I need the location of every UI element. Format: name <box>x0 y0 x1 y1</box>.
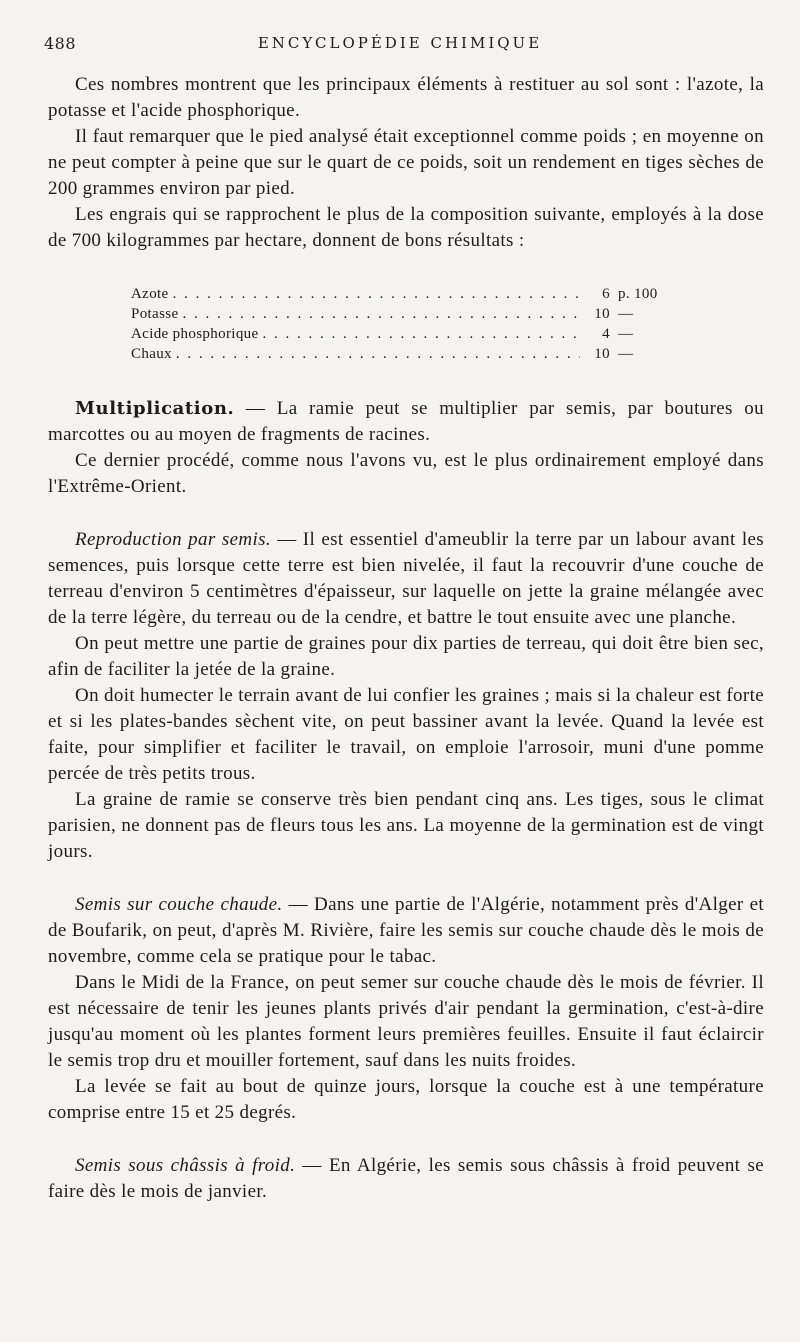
page-header <box>44 34 756 56</box>
section-reproduction <box>48 527 764 631</box>
row-unit: — <box>618 306 634 322</box>
body-text <box>48 72 764 1205</box>
dot-leader <box>173 284 580 304</box>
row-unit: p. 100 <box>618 286 658 302</box>
row-value: 10 <box>594 306 610 322</box>
running-title: ENCYCLOPÉDIE CHIMIQUE <box>257 34 543 52</box>
spacer <box>48 865 764 892</box>
row-label: Acide phosphorique <box>131 326 259 342</box>
paragraph: Dans le Midi de la France, on peut semer sur couche chaude dès le mois de février. Il est nécessaire de tenir les jeunes plants privés d'air pendant la germination, c'est-à-dire jusqu'au moment où les plantes forment leurs premières feuilles. Ensuite il faut éclaircir le semis trop dru et mouiller fortement, sauf dans les nuits froides. <box>48 972 764 1071</box>
section-text: — Dans une partie de l'Algérie, notamment près d'Alger et de Boufarik, on peut, d'après M. Rivière, faire les semis sur couche chaude dès le mois de novembre, comme cela se pratique pour le tabac. <box>48 894 764 967</box>
row-value: 10 <box>594 346 610 362</box>
row-value: 4 <box>602 326 610 342</box>
spacer <box>48 1126 764 1153</box>
paragraph: La graine de ramie se conserve très bien pendant cinq ans. Les tiges, sous le climat parisien, ne donnent pas de fleurs tous les ans. La moyenne de la germination est de vingt jours. <box>48 789 764 862</box>
paragraph: Ce dernier procédé, comme nous l'avons vu, est le plus ordinairement employé dans l'Extrême-Orient. <box>48 450 764 497</box>
spacer <box>48 364 764 396</box>
row-unit: — <box>618 346 634 362</box>
fertilizer-table <box>131 284 684 364</box>
section-text: — La ramie peut se multiplier par semis, par boutures ou marcottes ou au moyen de fragments de racines. <box>48 398 764 445</box>
section-title: Semis sous châssis à froid. <box>75 1155 296 1176</box>
section-text: — En Algérie, les semis sous châssis à froid peuvent se faire dès le mois de janvier. <box>48 1155 764 1202</box>
row-label: Chaux <box>131 346 172 362</box>
table-row <box>131 284 684 304</box>
dot-leader <box>182 304 580 324</box>
spacer <box>48 500 764 527</box>
table-row <box>131 344 684 364</box>
row-label: Potasse <box>131 306 179 322</box>
paragraph: On doit humecter le terrain avant de lui confier les graines ; mais si la chaleur est forte et si les plates-bandes sèchent vite, on peut bassiner avant la levée. Quand la levée est faite, pour simplifier et faciliter le travail, on emploie l'arrosoir, muni d'une pomme percée de très petits trous. <box>48 685 764 784</box>
section-chassis-froid <box>48 1153 764 1205</box>
section-text: — Il est essentiel d'ameublir la terre par un labour avant les semences, puis lorsque cette terre est bien nivelée, il faut la recouvrir d'une couche de terreau d'environ 5 centimètres d'épaisseur, sur laquelle on jette la graine mélangée avec de la terre légère, du terreau ou de la cendre, et battre le tout ensuite avec une planche. <box>48 529 765 628</box>
dot-leader <box>263 324 580 344</box>
row-label: Azote <box>131 286 169 302</box>
section-multiplication <box>48 396 764 448</box>
table-row <box>131 324 684 344</box>
paragraph: La levée se fait au bout de quinze jours, lorsque la couche est à une température comprise entre 15 et 25 degrés. <box>48 1076 764 1123</box>
section-couche-chaude <box>48 892 764 970</box>
paragraph: Les engrais qui se rapprochent le plus de la composition suivante, employés à la dose de 700 kilogrammes par hectare, donnent de bons résultats : <box>48 204 764 251</box>
dot-leader <box>176 344 580 364</box>
row-value: 6 <box>602 286 610 302</box>
section-title: Reproduction par semis. <box>75 529 271 550</box>
paragraph: Il faut remarquer que le pied analysé était exceptionnel comme poids ; en moyenne on ne peut compter à peine que sur le quart de ce poids, soit un rendement en tiges sèches de 200 grammes environ par pied. <box>48 126 764 199</box>
table-row <box>131 304 684 324</box>
section-title: Multiplication. <box>75 398 235 419</box>
row-unit: — <box>618 326 634 342</box>
paragraph: On peut mettre une partie de graines pour dix parties de terreau, qui doit être bien sec, afin de faciliter la jetée de la graine. <box>48 633 764 680</box>
page-number: 488 <box>44 34 77 53</box>
paragraph: Ces nombres montrent que les principaux éléments à restituer au sol sont : l'azote, la potasse et l'acide phosphorique. <box>48 74 764 121</box>
section-title: Semis sur couche chaude. <box>75 894 283 915</box>
